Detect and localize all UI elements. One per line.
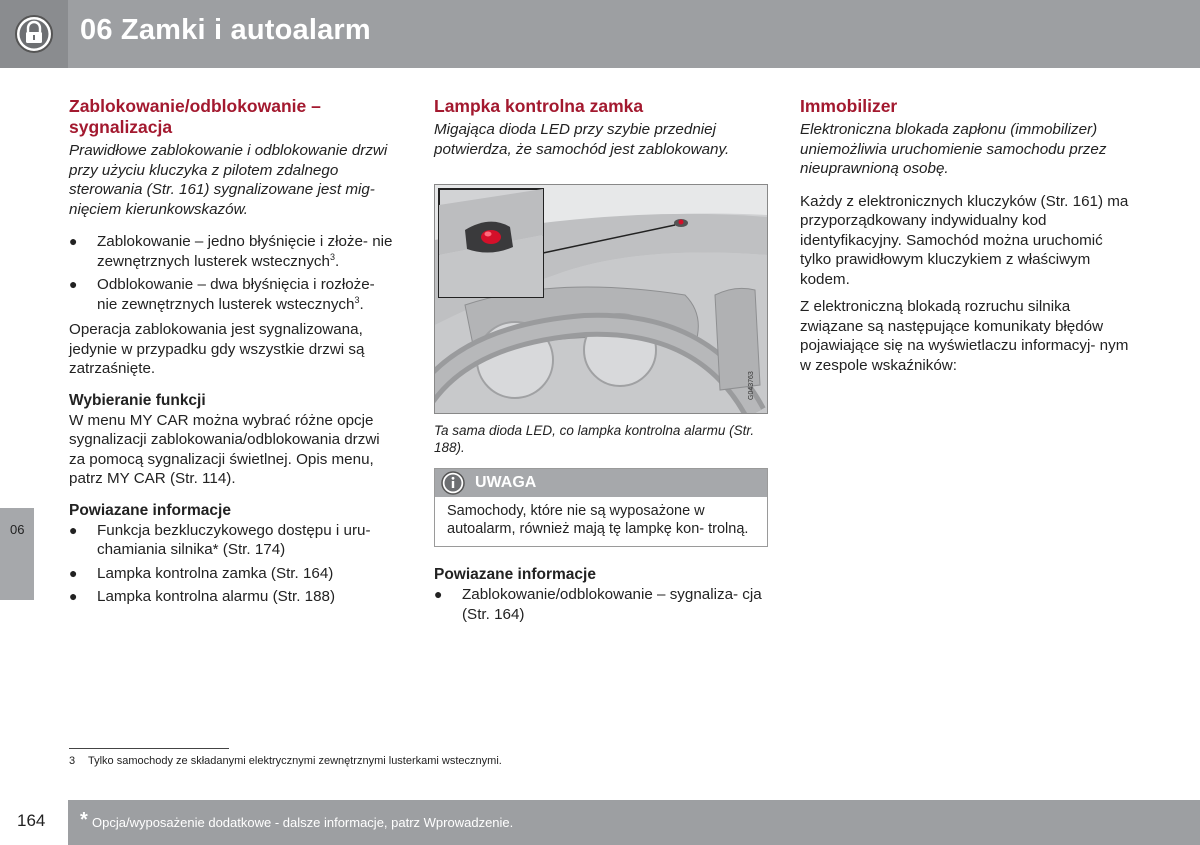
section-title-immobilizer: Immobilizer xyxy=(800,96,898,116)
note-box xyxy=(434,468,768,547)
bullet-icon: ● xyxy=(69,588,78,604)
footnote-divider xyxy=(69,748,229,749)
signal-list xyxy=(69,232,399,314)
note-title: UWAGA xyxy=(475,474,537,491)
chapter-side-tab xyxy=(0,508,34,600)
list-item xyxy=(69,232,399,271)
footnote-number: 3 xyxy=(69,755,76,767)
list-item-text: Odblokowanie – dwa błyśnięcia i rozłoże- nie zewnętrznych lusterek wstecznych xyxy=(97,276,375,313)
list-item xyxy=(69,275,399,314)
dashboard-illustration-svg xyxy=(435,185,767,413)
paragraph: Każdy z elektronicznych kluczyków (Str. 161) ma przyporządkowany indywidualny kod identyfikacyjny. Samochód można uruchomić tylko prawidłowym kluczykiem z właściwym kodem. xyxy=(800,192,1129,288)
related-link[interactable] xyxy=(434,585,770,624)
related-links-list xyxy=(434,585,770,624)
info-icon xyxy=(441,471,465,495)
chapter-side-tab-label: 06 xyxy=(10,522,25,537)
related-link-text: Zablokowanie/odblokowanie – sygnaliza- cja (Str. 164) xyxy=(462,586,762,623)
column-lock-indicator xyxy=(434,96,770,630)
intro-text: Elektroniczna blokada zapłonu (immobilizer) uniemożliwia uruchomienie samochodu przez nieuprawnioną osobę. xyxy=(800,121,1107,177)
bullet-icon: ● xyxy=(69,233,78,249)
column-immobilizer xyxy=(800,96,1136,383)
figure-caption: Ta sama dioda LED, co lampka kontrolna alarmu (Str. 188). xyxy=(434,423,755,455)
related-links-list xyxy=(69,521,399,607)
footnote-ref: 3 xyxy=(354,294,360,305)
list-item-tail: . xyxy=(359,295,364,313)
figure-code: G043763 xyxy=(748,371,755,400)
intro-text: Migająca dioda LED przy szybie przedniej potwierdza, że samochód jest zablokowany. xyxy=(434,121,730,158)
chapter-title: 06 Zamki i autoalarm xyxy=(80,14,371,46)
related-link[interactable] xyxy=(69,564,399,584)
related-link-text: Lampka kontrolna zamka (Str. 164) xyxy=(97,564,334,582)
note-header xyxy=(435,469,767,497)
subheading-related-info: Powiazane informacje xyxy=(69,501,231,519)
footnote-ref: 3 xyxy=(329,251,335,262)
chapter-header xyxy=(0,0,1200,68)
column-locking-signal xyxy=(69,96,399,613)
bullet-icon: ● xyxy=(434,586,443,602)
page-footer xyxy=(0,800,1200,845)
list-item-text: Zablokowanie – jedno błyśnięcie i złoże- nie zewnętrznych lusterek wstecznych xyxy=(97,233,393,270)
lock-icon xyxy=(14,14,54,54)
page-number: 164 xyxy=(17,811,46,830)
paragraph: W menu MY CAR można wybrać różne opcje sygnalizacji zablokowania/odblokowania drzwi za pomocą sygnalizacji świetlnej. Opis menu, patrz MY CAR (Str. 114). xyxy=(69,411,380,487)
option-star-icon: * xyxy=(80,809,88,831)
paragraph: Operacja zablokowania jest sygnalizowana, jedynie w przypadku gdy wszystkie drzwi są zatrzaśnięte. xyxy=(69,321,365,377)
paragraph: Z elektroniczną blokadą rozruchu silnika związane są następujące komunikaty błędów pojawiające się na wyświetlaczu informacyj- nym w zespole wskaźników: xyxy=(800,298,1129,374)
bullet-icon: ● xyxy=(69,521,78,538)
list-item-tail: . xyxy=(334,252,340,270)
note-text: Samochody, które nie są wyposażone w autoalarm, również mają tę lampkę kon- trolną. xyxy=(447,503,749,537)
related-link[interactable] xyxy=(69,587,399,607)
bullet-icon: ● xyxy=(69,564,78,581)
footnote xyxy=(69,755,502,767)
intro-text: Prawidłowe zablokowanie i odblokowanie drzwi przy użyciu kluczyka z pilotem zdalnego sterowania (Str. 161) sygnalizowane jest mig- nięciem kierunkowskazów. xyxy=(69,142,388,218)
section-title-lock-indicator: Lampka kontrolna zamka xyxy=(434,96,644,116)
subheading-related-info: Powiazane informacje xyxy=(434,566,596,583)
related-link-text: Funkcja bezkluczykowego dostępu i uru- chamiania silnika* (Str. 174) xyxy=(97,521,371,558)
page-number-box xyxy=(0,800,68,845)
subheading-function-select: Wybieranie funkcji xyxy=(69,391,206,409)
section-title-locking-signal: Zablokowanie/odblokowanie – sygnalizacja xyxy=(69,96,321,137)
dashboard-illustration xyxy=(434,184,768,414)
related-link-text: Lampka kontrolna alarmu (Str. 188) xyxy=(97,588,336,605)
related-link[interactable] xyxy=(69,521,399,560)
footer-text: Opcja/wyposażenie dodatkowe - dalsze informacje, patrz Wprowadzenie. xyxy=(92,815,514,830)
led-indicator-small xyxy=(679,220,684,225)
chapter-icon-box xyxy=(0,0,68,68)
bullet-icon: ● xyxy=(69,276,78,292)
footnote-text: Tylko samochody ze składanymi elektrycznymi zewnętrznymi lusterkami wstecznymi. xyxy=(87,755,502,767)
